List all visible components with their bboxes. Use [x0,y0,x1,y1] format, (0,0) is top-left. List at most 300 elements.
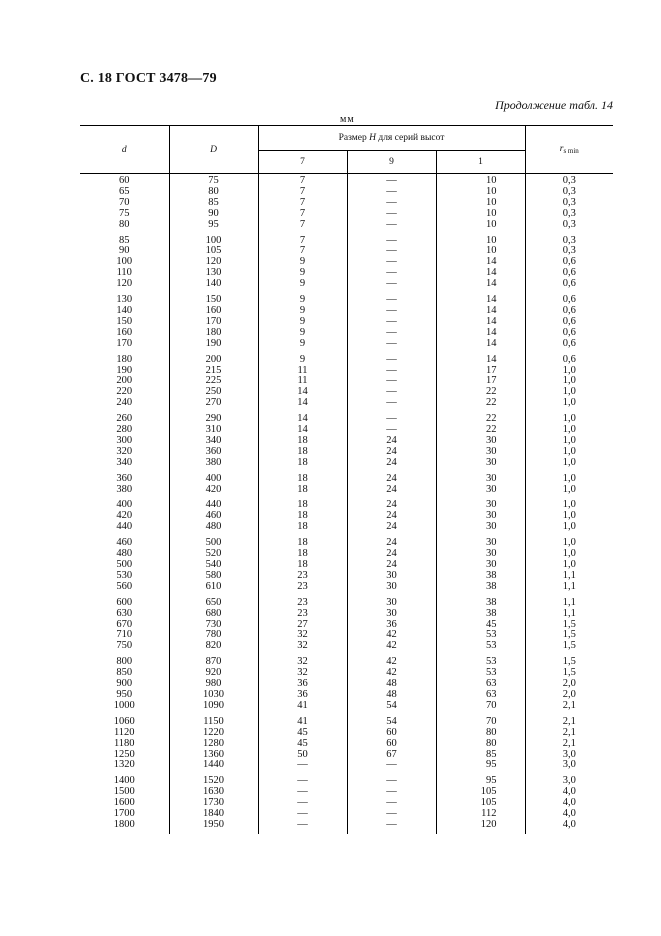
row-group [80,293,613,353]
cell-r: 0,6 [525,317,613,328]
cell-h9: — [347,387,436,398]
cell-r: 1,0 [525,472,613,485]
cell-d: 320 [116,445,133,457]
cell-h1: 30 [436,560,525,571]
cell-h1: 17 [436,366,525,377]
table-row [80,209,613,220]
cell-d: 130 [116,294,133,306]
cell-d: 75 [119,207,130,219]
cell-h9: 30 [347,596,436,609]
row-group [80,536,613,596]
cell-h1: 38 [436,609,525,620]
cell-r: 1,0 [525,398,613,412]
cell-r: 4,0 [525,809,613,820]
cell-h1: 85 [436,750,525,761]
row-group [80,655,613,715]
cell-r: 0,6 [525,257,613,268]
cell-h9: — [347,246,436,257]
cell-d: 220 [116,386,133,398]
cell-r: 0,6 [525,268,613,279]
cell-h9: — [347,412,436,425]
unit-label: мм [340,114,355,125]
cell-h9: — [347,257,436,268]
cell-h7: 32 [258,641,347,655]
cell-h9: — [347,339,436,353]
table-header [80,126,613,174]
table-row [80,641,613,655]
cell-d: 80 [119,218,130,230]
header-d: d [121,144,127,155]
cell-D: 80 [169,187,258,198]
cell-h9: 60 [347,728,436,739]
cell-h1: 38 [436,571,525,582]
cell-h9: — [347,306,436,317]
cell-h7: 36 [258,679,347,690]
cell-h1: 14 [436,328,525,339]
cell-h7: 9 [258,279,347,293]
table-row [80,809,613,820]
cell-D: 90 [169,209,258,220]
cell-r: 1,0 [525,560,613,571]
cell-h7: 9 [258,293,347,306]
table-row [80,376,613,387]
cell-r: 0,6 [525,353,613,366]
cell-h7: — [258,787,347,798]
cell-r: 1,5 [525,620,613,631]
cell-h1: 30 [436,472,525,485]
cell-D: 310 [169,425,258,436]
cell-h1: 10 [436,174,525,187]
cell-h1: 14 [436,268,525,279]
cell-D: 130 [169,268,258,279]
cell-d: 380 [116,483,133,495]
cell-h7: 23 [258,609,347,620]
cell-r: 2,1 [525,739,613,750]
cell-r: 1,5 [525,630,613,641]
cell-h7: 27 [258,620,347,631]
table-row [80,447,613,458]
cell-h1: 10 [436,209,525,220]
cell-h9: 60 [347,739,436,750]
cell-d: 240 [116,397,133,409]
cell-D: 1150 [169,715,258,728]
cell-d: 670 [116,618,133,630]
cell-h1: 105 [436,798,525,809]
cell-d: 1700 [113,808,135,820]
cell-h7: 18 [258,549,347,560]
cell-d: 70 [119,196,130,208]
cell-d: 630 [116,607,133,619]
cell-h7: 36 [258,690,347,701]
table-row [80,412,613,425]
cell-r: 1,1 [525,582,613,596]
cell-h7: 32 [258,655,347,668]
table-row [80,728,613,739]
table-row [80,522,613,536]
cell-h7: 45 [258,728,347,739]
table-row [80,774,613,787]
cell-D: 650 [169,596,258,609]
cell-h1: 53 [436,630,525,641]
cell-r: 1,0 [525,498,613,511]
table-row [80,630,613,641]
cell-r: 0,3 [525,220,613,234]
cell-h9: 30 [347,582,436,596]
cell-h9: — [347,268,436,279]
cell-r: 0,6 [525,293,613,306]
cell-r: 4,0 [525,787,613,798]
cell-h7: 45 [258,739,347,750]
header-series-1: 1 [436,151,525,174]
cell-h7: — [258,760,347,774]
cell-h1: 10 [436,187,525,198]
cell-h9: — [347,774,436,787]
cell-r: 1,5 [525,641,613,655]
cell-d: 500 [116,559,133,570]
cell-h7: 18 [258,472,347,485]
cell-h7: 7 [258,187,347,198]
cell-h7: 14 [258,398,347,412]
header-group-suffix: для серий высот [378,133,445,143]
cell-r: 1,0 [525,447,613,458]
cell-d: 950 [116,688,133,700]
cell-d: 1180 [113,737,135,749]
table-row [80,668,613,679]
cell-h1: 30 [436,485,525,499]
cell-d: 200 [116,375,133,387]
cell-h7: 23 [258,571,347,582]
cell-h7: 7 [258,198,347,209]
cell-h9: 24 [347,485,436,499]
cell-D: 870 [169,655,258,668]
cell-D: 190 [169,339,258,353]
cell-h9: 42 [347,668,436,679]
cell-h1: 63 [436,679,525,690]
cell-r: 0,6 [525,306,613,317]
cell-h7: 9 [258,257,347,268]
cell-r: 1,0 [525,522,613,536]
cell-h9: 42 [347,630,436,641]
cell-h9: — [347,317,436,328]
table-row [80,257,613,268]
cell-h1: 53 [436,641,525,655]
cell-D: 360 [169,447,258,458]
row-group [80,774,613,834]
cell-d: 140 [116,304,133,316]
cell-D: 105 [169,246,258,257]
table-row [80,715,613,728]
cell-h9: — [347,328,436,339]
cell-h9: 42 [347,641,436,655]
cell-D: 500 [169,536,258,549]
cell-D: 200 [169,353,258,366]
cell-h1: 53 [436,668,525,679]
cell-D: 1520 [169,774,258,787]
cell-h9: — [347,398,436,412]
cell-h1: 63 [436,690,525,701]
header-group-prefix: Размер [338,133,367,143]
cell-h9: 24 [347,472,436,485]
cell-d: 1320 [113,759,135,771]
cell-D: 540 [169,560,258,571]
row-group [80,715,613,775]
cell-h1: 17 [436,376,525,387]
cell-r: 1,0 [525,458,613,472]
cell-D: 250 [169,387,258,398]
cell-h7: 9 [258,328,347,339]
cell-r: 2,0 [525,679,613,690]
cell-h7: 18 [258,498,347,511]
cell-d: 90 [119,245,130,257]
cell-h1: 14 [436,306,525,317]
cell-r: 2,1 [525,701,613,715]
cell-h1: 30 [436,498,525,511]
cell-r: 0,6 [525,339,613,353]
cell-h1: 30 [436,436,525,447]
cell-r: 4,0 [525,798,613,809]
cell-r: 1,0 [525,511,613,522]
cell-r: 0,3 [525,209,613,220]
table-row [80,398,613,412]
table-row [80,268,613,279]
cell-h1: 14 [436,353,525,366]
header-r-base: r [559,144,564,154]
table-row [80,750,613,761]
cell-h1: 95 [436,774,525,787]
cell-h9: — [347,293,436,306]
cell-h7: 41 [258,715,347,728]
cell-h1: 22 [436,387,525,398]
cell-d: 110 [116,267,132,279]
cell-h1: 10 [436,198,525,209]
cell-r: 0,3 [525,246,613,257]
cell-D: 150 [169,293,258,306]
cell-D: 1030 [169,690,258,701]
table-row [80,485,613,499]
cell-h1: 53 [436,655,525,668]
table-row [80,306,613,317]
cell-h1: 105 [436,787,525,798]
table-row [80,387,613,398]
cell-h1: 22 [436,412,525,425]
table-row [80,549,613,560]
cell-h1: 80 [436,739,525,750]
table-row [80,560,613,571]
table-row [80,458,613,472]
table-row [80,187,613,198]
cell-D: 980 [169,679,258,690]
cell-D: 440 [169,498,258,511]
cell-h9: 54 [347,715,436,728]
cell-h9: — [347,425,436,436]
cell-d: 400 [116,499,133,511]
table-row [80,596,613,609]
cell-h9: 30 [347,609,436,620]
cell-h7: 14 [258,387,347,398]
cell-r: 3,0 [525,774,613,787]
cell-h1: 30 [436,549,525,560]
cell-h1: 95 [436,760,525,774]
cell-d: 1000 [113,699,135,711]
cell-d: 530 [116,569,133,581]
cell-D: 1090 [169,701,258,715]
row-group [80,596,613,656]
cell-d: 1060 [113,715,135,727]
cell-r: 0,3 [525,187,613,198]
header-height-group [258,126,525,151]
cell-D: 225 [169,376,258,387]
cell-D: 380 [169,458,258,472]
cell-d: 1250 [113,748,135,760]
table-row [80,472,613,485]
cell-h1: 14 [436,293,525,306]
cell-h7: 11 [258,366,347,377]
cell-h9: — [347,209,436,220]
cell-d: 710 [116,629,133,641]
row-group [80,234,613,294]
cell-h7: 41 [258,701,347,715]
cell-h1: 38 [436,596,525,609]
cell-d: 260 [116,413,133,425]
cell-D: 920 [169,668,258,679]
cell-h7: 7 [258,234,347,247]
cell-d: 85 [119,234,130,246]
cell-h9: 54 [347,701,436,715]
cell-h7: 9 [258,317,347,328]
cell-h9: — [347,279,436,293]
cell-D: 215 [169,366,258,377]
cell-r: 1,1 [525,571,613,582]
cell-d: 600 [116,596,133,608]
cell-h7: 14 [258,425,347,436]
cell-D: 95 [169,220,258,234]
cell-h9: 24 [347,498,436,511]
cell-d: 750 [116,640,133,652]
table-row [80,328,613,339]
cell-h9: — [347,220,436,234]
cell-h7: 23 [258,582,347,596]
cell-D: 1360 [169,750,258,761]
cell-d: 280 [116,424,133,436]
cell-h1: 22 [436,398,525,412]
cell-D: 400 [169,472,258,485]
cell-r: 1,0 [525,387,613,398]
cell-h9: 42 [347,655,436,668]
table-row [80,620,613,631]
cell-d: 100 [116,256,133,268]
cell-r: 3,0 [525,760,613,774]
cell-h1: 30 [436,511,525,522]
table-row [80,246,613,257]
cell-h1: 30 [436,447,525,458]
cell-D: 1840 [169,809,258,820]
cell-D: 680 [169,609,258,620]
cell-d: 440 [116,521,133,533]
cell-D: 290 [169,412,258,425]
table-row [80,317,613,328]
cell-r: 1,0 [525,485,613,499]
cell-d: 65 [119,185,130,197]
cell-d: 800 [116,656,133,668]
cell-D: 1630 [169,787,258,798]
table-row [80,366,613,377]
cell-D: 85 [169,198,258,209]
cell-h9: 67 [347,750,436,761]
cell-D: 160 [169,306,258,317]
cell-h1: 14 [436,339,525,353]
cell-h9: — [347,198,436,209]
cell-r: 0,6 [525,328,613,339]
cell-h1: 80 [436,728,525,739]
cell-d: 560 [116,580,133,592]
cell-h9: — [347,353,436,366]
row-group [80,498,613,536]
cell-r: 4,0 [525,820,613,834]
header-r-s-min [525,126,613,174]
cell-D: 420 [169,485,258,499]
cell-h1: 120 [436,820,525,834]
cell-D: 170 [169,317,258,328]
cell-h7: 14 [258,412,347,425]
row-group [80,174,613,234]
cell-h9: — [347,187,436,198]
cell-h7: 9 [258,353,347,366]
cell-h7: — [258,809,347,820]
cell-D: 610 [169,582,258,596]
cell-D: 140 [169,279,258,293]
table-row [80,798,613,809]
cell-r: 1,0 [525,412,613,425]
cell-D: 120 [169,257,258,268]
cell-D: 270 [169,398,258,412]
table-row [80,690,613,701]
table-row [80,339,613,353]
table-row [80,582,613,596]
table-row [80,425,613,436]
row-group [80,472,613,499]
cell-D: 730 [169,620,258,631]
cell-d: 300 [116,434,133,446]
cell-r: 0,3 [525,174,613,187]
cell-h9: 24 [347,560,436,571]
cell-h7: — [258,774,347,787]
cell-r: 1,0 [525,436,613,447]
cell-h9: 24 [347,522,436,536]
cell-h9: 48 [347,690,436,701]
cell-D: 180 [169,328,258,339]
cell-h7: 7 [258,209,347,220]
table-row [80,198,613,209]
cell-h7: 18 [258,522,347,536]
cell-d: 190 [116,364,133,376]
cell-h9: — [347,798,436,809]
table-row [80,609,613,620]
table-row [80,279,613,293]
cell-h9: 24 [347,536,436,549]
cell-h7: 7 [258,174,347,187]
cell-h1: 14 [436,279,525,293]
cell-D: 820 [169,641,258,655]
table-row [80,536,613,549]
cell-h7: 18 [258,560,347,571]
cell-h7: — [258,798,347,809]
cell-h7: 9 [258,339,347,353]
cell-D: 340 [169,436,258,447]
table-row [80,511,613,522]
cell-D: 100 [169,234,258,247]
row-group [80,353,613,413]
bearing-dimensions-table [80,125,613,834]
